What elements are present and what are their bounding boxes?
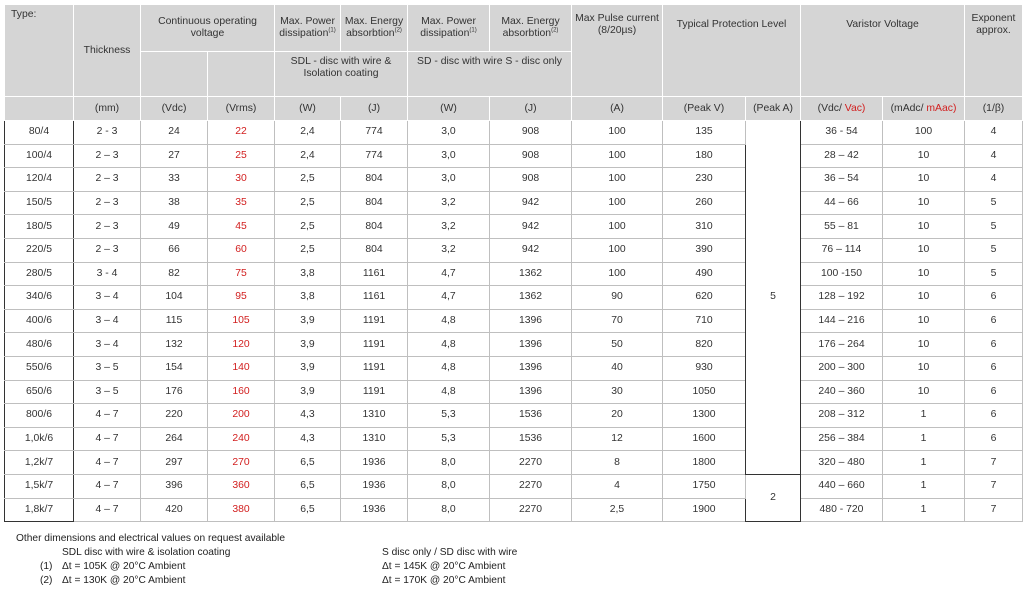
table-row: [5, 144, 1023, 168]
table-row: [5, 215, 1023, 239]
cell-exponent: 6: [965, 286, 1023, 310]
cell-thickness: 4 – 7: [74, 404, 141, 428]
cell-exponent: 5: [965, 262, 1023, 286]
cell-pulse: 90: [572, 286, 663, 310]
header-varistor: Varistor Voltage: [801, 5, 965, 97]
cell-current: 10: [883, 356, 965, 380]
cell-power-sd: 4,7: [408, 286, 490, 310]
cell-pulse: 100: [572, 238, 663, 262]
cell-type: 550/6: [5, 356, 74, 380]
cell-vrms: 95: [208, 286, 275, 310]
cell-vdc: 27: [141, 144, 208, 168]
cell-thickness: 2 - 3: [74, 121, 141, 145]
cell-exponent: 4: [965, 168, 1023, 192]
cell-energy-sd: 908: [490, 144, 572, 168]
cell-energy-sdl: 1191: [341, 356, 408, 380]
cell-power-sd: 3,0: [408, 121, 490, 145]
cell-vrms: 75: [208, 262, 275, 286]
cell-energy-sd: 942: [490, 191, 572, 215]
cell-power-sdl: 3,8: [275, 286, 341, 310]
table-row: [5, 380, 1023, 404]
cell-exponent: 5: [965, 215, 1023, 239]
cell-type: 400/6: [5, 309, 74, 333]
cell-power-sd: 8,0: [408, 451, 490, 475]
table-row: [5, 309, 1023, 333]
table-header: [5, 5, 1023, 121]
cell-thickness: 3 – 5: [74, 380, 141, 404]
cell-range: 36 - 54: [801, 121, 883, 145]
cell-power-sdl: 3,8: [275, 262, 341, 286]
cell-power-sd: 5,3: [408, 427, 490, 451]
cell-energy-sdl: 1191: [341, 333, 408, 357]
cell-energy-sdl: 804: [341, 191, 408, 215]
cell-type: 100/4: [5, 144, 74, 168]
cell-power-sd: 4,8: [408, 309, 490, 333]
table-row: [5, 191, 1023, 215]
cell-energy-sdl: 1936: [341, 451, 408, 475]
cell-vrms: 25: [208, 144, 275, 168]
cell-power-sdl: 3,9: [275, 356, 341, 380]
cell-range: 55 – 81: [801, 215, 883, 239]
cell-power-sdl: 3,9: [275, 309, 341, 333]
cell-vdc: 132: [141, 333, 208, 357]
cell-peak-v: 260: [663, 191, 746, 215]
cell-energy-sdl: 1936: [341, 498, 408, 522]
cell-range: 440 – 660: [801, 474, 883, 498]
table-row: [5, 498, 1023, 522]
cell-power-sdl: 2,4: [275, 121, 341, 145]
cell-pulse: 100: [572, 168, 663, 192]
cell-peak-v: 1300: [663, 404, 746, 428]
cell-energy-sd: 908: [490, 121, 572, 145]
cell-range: 256 – 384: [801, 427, 883, 451]
cell-range: 76 – 114: [801, 238, 883, 262]
cell-type: 650/6: [5, 380, 74, 404]
cell-power-sdl: 6,5: [275, 498, 341, 522]
cell-peak-v: 930: [663, 356, 746, 380]
cell-pulse: 20: [572, 404, 663, 428]
cell-vrms: 45: [208, 215, 275, 239]
cell-current: 10: [883, 333, 965, 357]
cell-vdc: 396: [141, 474, 208, 498]
cell-vrms: 30: [208, 168, 275, 192]
cell-current: 10: [883, 215, 965, 239]
cell-range: 320 – 480: [801, 451, 883, 475]
cell-power-sd: 3,0: [408, 144, 490, 168]
cell-power-sd: 3,2: [408, 238, 490, 262]
header-cont-voltage: Continuous operating voltage: [141, 5, 275, 52]
cell-power-sd: 3,0: [408, 168, 490, 192]
cell-pulse: 100: [572, 121, 663, 145]
cell-current: 10: [883, 168, 965, 192]
cell-exponent: 7: [965, 474, 1023, 498]
cell-range: 176 – 264: [801, 333, 883, 357]
cell-exponent: 7: [965, 498, 1023, 522]
cell-energy-sd: 2270: [490, 498, 572, 522]
cell-thickness: 2 – 3: [74, 144, 141, 168]
table-row: [5, 333, 1023, 357]
cell-energy-sdl: 1161: [341, 286, 408, 310]
cell-pulse: 8: [572, 451, 663, 475]
cell-vdc: 49: [141, 215, 208, 239]
table-row: [5, 286, 1023, 310]
cell-thickness: 4 – 7: [74, 451, 141, 475]
unit-peak-v: (Peak V): [663, 97, 746, 121]
cell-vdc: 38: [141, 191, 208, 215]
cell-peak-v: 1600: [663, 427, 746, 451]
cell-vrms: 140: [208, 356, 275, 380]
cell-current: 10: [883, 309, 965, 333]
cell-current: 10: [883, 286, 965, 310]
cell-exponent: 6: [965, 404, 1023, 428]
cell-energy-sdl: 804: [341, 168, 408, 192]
cell-current: 1: [883, 427, 965, 451]
header-type: Type:: [5, 5, 74, 97]
cell-vdc: 104: [141, 286, 208, 310]
cell-vdc: 115: [141, 309, 208, 333]
cell-pulse: 50: [572, 333, 663, 357]
cell-current: 10: [883, 238, 965, 262]
cell-exponent: 4: [965, 121, 1023, 145]
cell-thickness: 2 – 3: [74, 238, 141, 262]
cell-power-sd: 8,0: [408, 474, 490, 498]
cell-power-sdl: 2,5: [275, 238, 341, 262]
cell-energy-sd: 1396: [490, 356, 572, 380]
cell-pulse: 30: [572, 380, 663, 404]
cell-vdc: 420: [141, 498, 208, 522]
cell-peak-v: 1900: [663, 498, 746, 522]
cell-vrms: 160: [208, 380, 275, 404]
unit-thickness: (mm): [74, 97, 141, 121]
cell-energy-sd: 908: [490, 168, 572, 192]
header-max-energy-sd: Max. Energy absorbtion$^{(2)}$: [490, 5, 572, 52]
cell-type: 340/6: [5, 286, 74, 310]
unit-w-sd: (W): [408, 97, 490, 121]
cell-peak-v: 710: [663, 309, 746, 333]
table-row: [5, 168, 1023, 192]
cell-current: 10: [883, 262, 965, 286]
cell-power-sdl: 2,5: [275, 168, 341, 192]
cell-thickness: 3 – 4: [74, 309, 141, 333]
cell-power-sdl: 4,3: [275, 404, 341, 428]
note-sdl-2: Δt = 130K @ 20°C Ambient: [62, 575, 186, 586]
cell-type: 120/4: [5, 168, 74, 192]
cell-pulse: 100: [572, 215, 663, 239]
note-sdl-title: SDL disc with wire & isolation coating: [62, 547, 231, 558]
header-exponent: Exponent approx.: [965, 5, 1023, 97]
cell-vdc: 66: [141, 238, 208, 262]
cell-peak-v: 620: [663, 286, 746, 310]
cell-peak-v: 490: [663, 262, 746, 286]
cell-power-sd: 4,8: [408, 380, 490, 404]
cell-energy-sd: 1362: [490, 262, 572, 286]
unit-vdc: (Vdc): [141, 97, 208, 121]
table-row: [5, 404, 1023, 428]
cell-energy-sdl: 1191: [341, 380, 408, 404]
cell-thickness: 2 – 3: [74, 168, 141, 192]
cell-vdc: 154: [141, 356, 208, 380]
cell-energy-sdl: 1161: [341, 262, 408, 286]
cell-pulse: 4: [572, 474, 663, 498]
cell-exponent: 6: [965, 333, 1023, 357]
cell-vdc: 220: [141, 404, 208, 428]
header-max-power-sdl: Max. Power dissipation$^{(1)}$: [275, 5, 341, 52]
header-protection: Typical Protection Level: [663, 5, 801, 97]
cell-exponent: 6: [965, 356, 1023, 380]
cell-type: 220/5: [5, 238, 74, 262]
cell-peak-v: 1050: [663, 380, 746, 404]
cell-exponent: 5: [965, 191, 1023, 215]
header-max-pulse: Max Pulse current (8/20µs): [572, 5, 663, 97]
cell-energy-sd: 2270: [490, 474, 572, 498]
cell-peak-a-group-1: 5: [746, 121, 801, 475]
cell-vrms: 240: [208, 427, 275, 451]
cell-type: 150/5: [5, 191, 74, 215]
cell-exponent: 6: [965, 427, 1023, 451]
cell-pulse: 100: [572, 262, 663, 286]
cell-thickness: 4 – 7: [74, 427, 141, 451]
cell-current: 1: [883, 498, 965, 522]
unit-vdc-vac: (Vdc/ Vac): [801, 97, 883, 121]
cell-pulse: 70: [572, 309, 663, 333]
cell-peak-v: 390: [663, 238, 746, 262]
cell-thickness: 2 – 3: [74, 191, 141, 215]
cell-thickness: 4 – 7: [74, 474, 141, 498]
note-marker-1: (1): [40, 561, 53, 572]
cell-peak-v: 180: [663, 144, 746, 168]
cell-range: 144 – 216: [801, 309, 883, 333]
cell-type: 1,5k/7: [5, 474, 74, 498]
cell-peak-v: 135: [663, 121, 746, 145]
cell-energy-sd: 1396: [490, 380, 572, 404]
cell-range: 200 – 300: [801, 356, 883, 380]
cell-type: 280/5: [5, 262, 74, 286]
cell-vdc: 264: [141, 427, 208, 451]
cell-energy-sdl: 1936: [341, 474, 408, 498]
cell-current: 1: [883, 404, 965, 428]
cell-current: 10: [883, 191, 965, 215]
cell-type: 180/5: [5, 215, 74, 239]
table-body: [5, 121, 1023, 522]
cell-vdc: 24: [141, 121, 208, 145]
cell-pulse: 100: [572, 144, 663, 168]
cell-peak-v: 1800: [663, 451, 746, 475]
cell-type: 1,0k/6: [5, 427, 74, 451]
cell-energy-sdl: 774: [341, 144, 408, 168]
cell-energy-sd: 942: [490, 215, 572, 239]
cell-vdc: 82: [141, 262, 208, 286]
cell-pulse: 2,5: [572, 498, 663, 522]
cell-power-sdl: 6,5: [275, 451, 341, 475]
cell-thickness: 3 – 4: [74, 286, 141, 310]
cell-energy-sdl: 1310: [341, 427, 408, 451]
unit-w-sdl: (W): [275, 97, 341, 121]
cell-power-sdl: 6,5: [275, 474, 341, 498]
cell-peak-a-group-2: 2: [746, 474, 801, 521]
cell-range: 240 – 360: [801, 380, 883, 404]
cell-type: 80/4: [5, 121, 74, 145]
cell-pulse: 40: [572, 356, 663, 380]
note-marker-2: (2): [40, 575, 53, 586]
cell-range: 480 - 720: [801, 498, 883, 522]
cell-power-sdl: 2,5: [275, 215, 341, 239]
cell-peak-v: 310: [663, 215, 746, 239]
table-row: [5, 451, 1023, 475]
header-max-energy-sdl: Max. Energy absorbtion$^{(2)}$: [341, 5, 408, 52]
unit-madc-maac: (mAdc/ mAac): [883, 97, 965, 121]
cell-energy-sd: 1536: [490, 404, 572, 428]
cell-power-sd: 4,8: [408, 356, 490, 380]
unit-beta: (1/β): [965, 97, 1023, 121]
cell-exponent: 6: [965, 309, 1023, 333]
cell-thickness: 3 – 5: [74, 356, 141, 380]
cell-energy-sd: 2270: [490, 451, 572, 475]
table-row: [5, 262, 1023, 286]
cell-thickness: 2 – 3: [74, 215, 141, 239]
cell-range: 36 – 54: [801, 168, 883, 192]
cell-energy-sdl: 1310: [341, 404, 408, 428]
note-sdl-1: Δt = 105K @ 20°C Ambient: [62, 561, 186, 572]
cell-type: 1,2k/7: [5, 451, 74, 475]
note-sd-2: Δt = 170K @ 20°C Ambient: [382, 575, 506, 586]
cell-power-sdl: 2,4: [275, 144, 341, 168]
cell-vrms: 200: [208, 404, 275, 428]
header-thickness: Thickness: [74, 5, 141, 97]
cell-thickness: 4 – 7: [74, 498, 141, 522]
cell-power-sd: 3,2: [408, 215, 490, 239]
unit-j-sd: (J): [490, 97, 572, 121]
cell-vrms: 35: [208, 191, 275, 215]
cell-range: 208 – 312: [801, 404, 883, 428]
table-row: [5, 474, 1023, 498]
cell-vrms: 60: [208, 238, 275, 262]
cell-exponent: 7: [965, 451, 1023, 475]
cell-energy-sd: 1536: [490, 427, 572, 451]
cell-current: 1: [883, 451, 965, 475]
cell-power-sdl: 3,9: [275, 333, 341, 357]
cell-energy-sd: 1396: [490, 309, 572, 333]
cell-range: 100 -150: [801, 262, 883, 286]
cell-power-sd: 4,8: [408, 333, 490, 357]
cell-vdc: 297: [141, 451, 208, 475]
header-blank-vdc: [141, 52, 208, 97]
unit-peak-a: (Peak A): [746, 97, 801, 121]
note-sd-1: Δt = 145K @ 20°C Ambient: [382, 561, 506, 572]
cell-type: 800/6: [5, 404, 74, 428]
table-row: [5, 121, 1023, 145]
header-sd-group: SD - disc with wire S - disc only: [408, 52, 572, 97]
unit-a: (A): [572, 97, 663, 121]
cell-energy-sdl: 1191: [341, 309, 408, 333]
cell-peak-v: 230: [663, 168, 746, 192]
cell-current: 1: [883, 474, 965, 498]
cell-range: 28 – 42: [801, 144, 883, 168]
cell-energy-sdl: 804: [341, 215, 408, 239]
cell-vdc: 33: [141, 168, 208, 192]
cell-energy-sdl: 804: [341, 238, 408, 262]
cell-vrms: 120: [208, 333, 275, 357]
cell-range: 128 – 192: [801, 286, 883, 310]
cell-exponent: 5: [965, 238, 1023, 262]
header-sdl-group: SDL - disc with wire & Isolation coating: [275, 52, 408, 97]
cell-pulse: 12: [572, 427, 663, 451]
cell-vrms: 105: [208, 309, 275, 333]
table-row: [5, 238, 1023, 262]
cell-vrms: 270: [208, 451, 275, 475]
cell-peak-v: 1750: [663, 474, 746, 498]
note-sd-title: S disc only / SD disc with wire: [382, 547, 518, 558]
table-row: [5, 427, 1023, 451]
cell-current: 10: [883, 380, 965, 404]
cell-power-sd: 8,0: [408, 498, 490, 522]
cell-thickness: 3 – 4: [74, 333, 141, 357]
cell-power-sd: 4,7: [408, 262, 490, 286]
cell-energy-sd: 942: [490, 238, 572, 262]
cell-energy-sd: 1396: [490, 333, 572, 357]
unit-type: [5, 97, 74, 121]
cell-energy-sd: 1362: [490, 286, 572, 310]
cell-power-sd: 5,3: [408, 404, 490, 428]
unit-vrms: (Vrms): [208, 97, 275, 121]
cell-exponent: 6: [965, 380, 1023, 404]
cell-type: 1,8k/7: [5, 498, 74, 522]
cell-exponent: 4: [965, 144, 1023, 168]
cell-vdc: 176: [141, 380, 208, 404]
note-other-dimensions: Other dimensions and electrical values on request available: [16, 533, 285, 544]
cell-power-sdl: 2,5: [275, 191, 341, 215]
unit-j-sdl: (J): [341, 97, 408, 121]
cell-energy-sdl: 774: [341, 121, 408, 145]
cell-type: 480/6: [5, 333, 74, 357]
cell-thickness: 3 - 4: [74, 262, 141, 286]
cell-peak-v: 820: [663, 333, 746, 357]
header-max-power-sd: Max. Power dissipation$^{(1)}$: [408, 5, 490, 52]
cell-power-sdl: 4,3: [275, 427, 341, 451]
varistor-spec-table: [4, 4, 1023, 522]
cell-power-sd: 3,2: [408, 191, 490, 215]
cell-current: 10: [883, 144, 965, 168]
cell-vrms: 380: [208, 498, 275, 522]
cell-current: 100: [883, 121, 965, 145]
header-blank-vrms: [208, 52, 275, 97]
cell-vrms: 22: [208, 121, 275, 145]
cell-power-sdl: 3,9: [275, 380, 341, 404]
cell-pulse: 100: [572, 191, 663, 215]
cell-range: 44 – 66: [801, 191, 883, 215]
table-row: [5, 356, 1023, 380]
cell-vrms: 360: [208, 474, 275, 498]
